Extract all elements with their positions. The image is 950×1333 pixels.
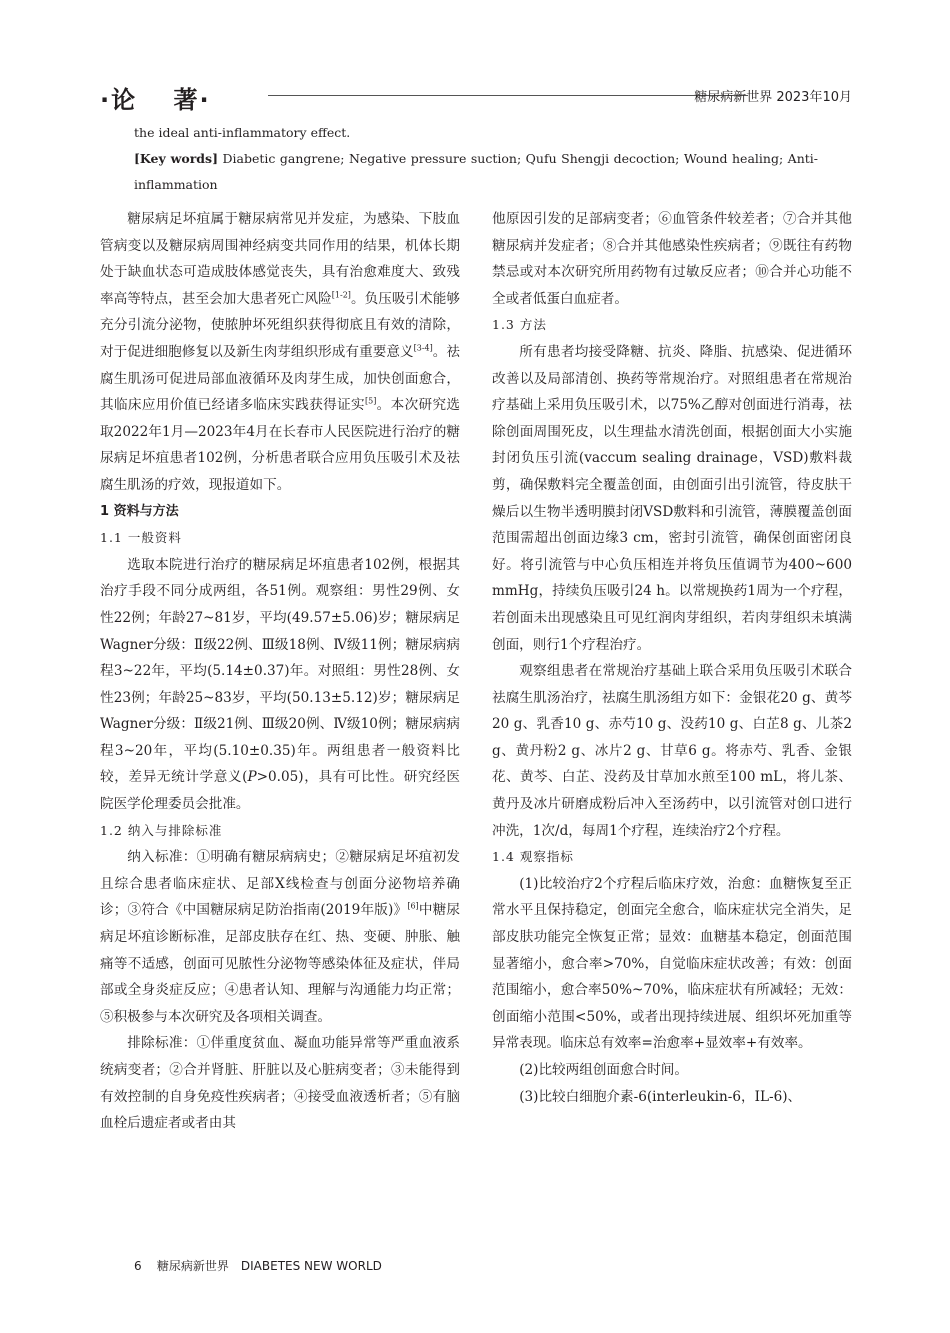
left-column	[100, 206, 460, 1137]
subsection-heading-1-4: 1.4 观察指标	[492, 849, 574, 865]
observation-item-3: (3)比较白细胞介素-6(interleukin-6，IL-6)、	[519, 1088, 802, 1105]
observation-item-1: (1)比较治疗2个疗程后临床疗效，治愈：血糖恢复至正常水平且保持稳定，创面完全愈合，临床症状完全消失，足部皮肤功能完全恢复正常；显效：血糖基本稳定，创面范围显著缩小，愈合率>70%，自觉临床症状改善；有效：创面范围缩小，愈合率50%~70%，临床症状有所减轻；无效：创面缩小范围<50%，或者出现持续进展、组织坏死加重等异常表现。临床总有效率=治愈率+显效率+有效率。	[492, 875, 852, 1052]
p-value-symbol: P	[247, 769, 257, 786]
citation-ref: [1-2]	[331, 290, 351, 300]
citation-ref: [3-4]	[413, 343, 433, 353]
abstract-last-line: the ideal anti-inflammatory effect.	[134, 125, 351, 140]
keywords	[134, 146, 818, 198]
general-text-1: 选取本院进行治疗的糖尿病足坏疽患者102例，根据其治疗手段不同分成两组，各51例。观察组：男性29例、女性22例；年龄27~81岁，平均(49.57±5.06)岁；糖尿病足Wagner分级：Ⅱ级22例、Ⅲ级18例、Ⅳ级11例；糖尿病病程3~22年，平均(5.14±0.37)年。对照组：男性28例、女性23例；年龄25~83岁，平均(50.13±5.12)岁；糖尿病足Wagner分级：Ⅱ级21例、Ⅲ级20例、Ⅳ级10例；糖尿病病程3~20年，平均(5.10±0.35)年。两组患者一般资料比较，差异无统计学意义(	[100, 556, 460, 786]
keywords-text: Diabetic gangrene; Negative pressure suction; Qufu Shengji decoction; Wound healing; Anti-inflammation	[134, 151, 818, 192]
method-control-paragraph: 所有患者均接受降糖、抗炎、降脂、抗感染、促进循环改善以及局部清创、换药等常规治疗。对照组患者在常规治疗基础上采用负压吸引术，以75%乙醇对创面进行消毒，祛除创面周围死皮，以生理盐水清洗创面，根据创面大小实施封闭负压引流(vaccum sealing drainage，VSD)敷料裁剪，确保敷料完全覆盖创面，由创面引出引流管，待皮肤干燥后以生物半透明膜封闭VSD敷料和引流管，薄膜覆盖创面范围需超出创面边缘3 cm，密封引流管，确保创面密闭良好。将引流管与中心负压相连并将负压值调节为400~600 mmHg，持续负压吸引24 h。以常规换药1周为一个疗程，若创面未出现感染且可见红润肉芽组织，若肉芽组织未填满创面，则行1个疗程治疗。	[492, 343, 852, 653]
observation-item-2: (2)比较两组创面愈合时间。	[519, 1062, 688, 1078]
running-header	[100, 80, 852, 114]
exclusion-paragraph: 排除标准：①伴重度贫血、凝血功能异常等严重血液系统病变者；②合并肾脏、肝脏以及心脏病变者；③未能得到有效控制的自身免疫性疾病者；④接受血液透析者；⑤有脑血栓后遗症者或者由其	[100, 1035, 460, 1132]
inclusion-text-2: 中糖尿病足坏疽诊断标准，足部皮肤存在红、热、变硬、肿胀、触痛等不适感，创面可见脓性分泌物等感染体征及症状，伴局部或全身炎症反应；④患者认知、理解与沟通能力均正常；⑤积极参与本次研究及各项相关调查。	[100, 902, 461, 1025]
journal-issue: 糖尿病新世界 2023年10月	[694, 90, 852, 105]
right-column	[492, 206, 852, 1110]
general-text-2: >0.05)，具有可比性。研究经医院医学伦理委员会批准。	[100, 769, 460, 813]
method-observation-paragraph: 观察组患者在常规治疗基础上联合采用负压吸引术联合祛腐生肌汤治疗，祛腐生肌汤组方如下：金银花20 g、黄芩20 g、乳香10 g、赤芍10 g、没药10 g、白芷8 g、儿茶2 g、黄丹粉2 g、冰片2 g、甘草6 g。将赤芍、乳香、金银花、黄芩、白芷、没药及甘草加水煎至100 mL，将儿茶、黄丹及冰片研磨成粉后冲入至汤药中，以引流管对创口进行冲洗，1次/d，每周1个疗程，连续治疗2个疗程。	[492, 663, 852, 839]
header-rule	[268, 95, 748, 96]
section-heading-1: 1 资料与方法	[100, 503, 179, 519]
inclusion-paragraph	[100, 844, 460, 1030]
intro-text-1: 糖尿病足坏疽属于糖尿病常见并发症，为感染、下肢血管病变以及糖尿病周围神经病变共同作用的结果，机体长期处于缺血状态可造成肢体感觉丧失，具有治愈难度大、致残率高等特点，甚至会加大患者死亡风险	[100, 211, 460, 307]
intro-text-2: 。负压吸引术能够充分引流分泌物，使脓肿坏死组织获得彻底且有效的清除，对于促进细胞修复以及新生肉芽组织形成有重要意义	[100, 290, 461, 360]
subsection-heading-1-3: 1.3 方法	[492, 317, 547, 333]
intro-paragraph	[100, 206, 460, 499]
subsection-heading-1-1: 1.1 一般资料	[100, 530, 182, 546]
footer-journal-name: 糖尿病新世界 DIABETES NEW WORLD	[156, 1259, 382, 1273]
section-tag: ·论 著·	[100, 86, 211, 114]
citation-ref: [5]	[364, 396, 377, 406]
general-data-paragraph	[100, 552, 460, 818]
inclusion-text-1: 纳入标准：①明确有糖尿病病史；②糖尿病足坏疽初发且综合患者临床症状、足部X线检查与创面分泌物培养确诊；③符合《中国糖尿病足防治指南(2019年版)》	[100, 849, 460, 919]
intro-text-4: 。本次研究选取2022年1月—2023年4月在长春市人民医院进行治疗的糖尿病足坏疽患者102例，分析患者联合应用负压吸引术及祛腐生肌汤的疗效，现报道如下。	[100, 397, 461, 493]
abstract-tail	[134, 120, 818, 198]
citation-ref: [6]	[407, 901, 419, 911]
page-footer	[134, 1257, 382, 1274]
keywords-label: [Key words]	[134, 151, 218, 166]
subsection-heading-1-2: 1.2 纳入与排除标准	[100, 822, 223, 838]
intro-text-3: 。祛腐生肌汤可促进局部血液循环及肉芽生成，加快创面愈合，其临床应用价值已经诸多临床实践获得证实	[100, 343, 461, 414]
exclusion-continued: 他原因引发的足部病变者；⑥血管条件较差者；⑦合并其他糖尿病并发症者；⑧合并其他感染性疾病者；⑨既往有药物禁忌或对本次研究所用药物有过敏反应者；⑩合并心功能不全或者低蛋白血症者。	[492, 211, 852, 307]
page-number: 6	[134, 1259, 142, 1273]
